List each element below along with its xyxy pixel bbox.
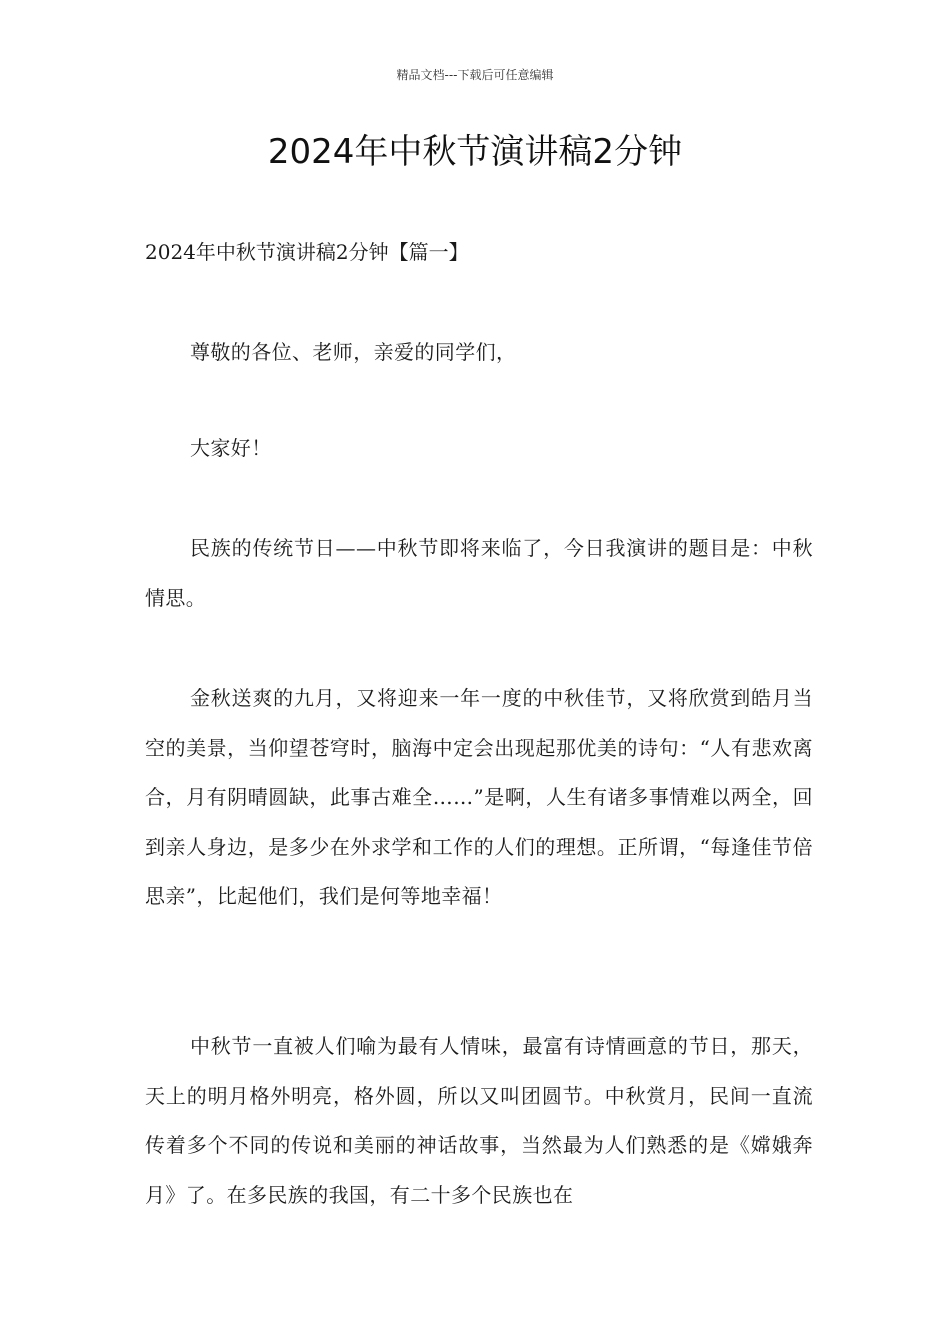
section-heading: 2024年中秋节演讲稿2分钟【篇一】: [145, 240, 469, 264]
paragraph-body-1: 金秋送爽的九月，又将迎来一年一度的中秋佳节，又将欣赏到皓月当空的美景，当仰望苍穹时，脑海中定会出现起那优美的诗句：“人有悲欢离合，月有阴晴圆缺，此事古难全……”是啊，人生有诸多事情难以两全，回到亲人身边，是多少在外求学和工作的人们的理想。正所谓，“每逢佳节倍思亲”，比起他们，我们是何等地幸福！: [145, 686, 813, 908]
page-title: 2024年中秋节演讲稿2分钟: [267, 132, 683, 172]
header-note: 精品文档---下载后可任意编辑: [396, 68, 554, 82]
paragraph-body-2: 中秋节一直被人们喻为最有人情味，最富有诗情画意的节日，那天，天上的明月格外明亮，格外圆，所以又叫团圆节。中秋赏月，民间一直流传着多个不同的传说和美丽的神话故事，当然最为人们熟悉的是《嫦娥奔月》了。在多民族的我国，有二十多个民族也在: [145, 1034, 813, 1207]
paragraph-intro: 民族的传统节日——中秋节即将来临了，今日我演讲的题目是：中秋情思。: [145, 536, 813, 610]
paragraph-greeting: 尊敬的各位、老师，亲爱的同学们，: [190, 340, 517, 364]
paragraph-hello: 大家好！: [190, 436, 272, 460]
